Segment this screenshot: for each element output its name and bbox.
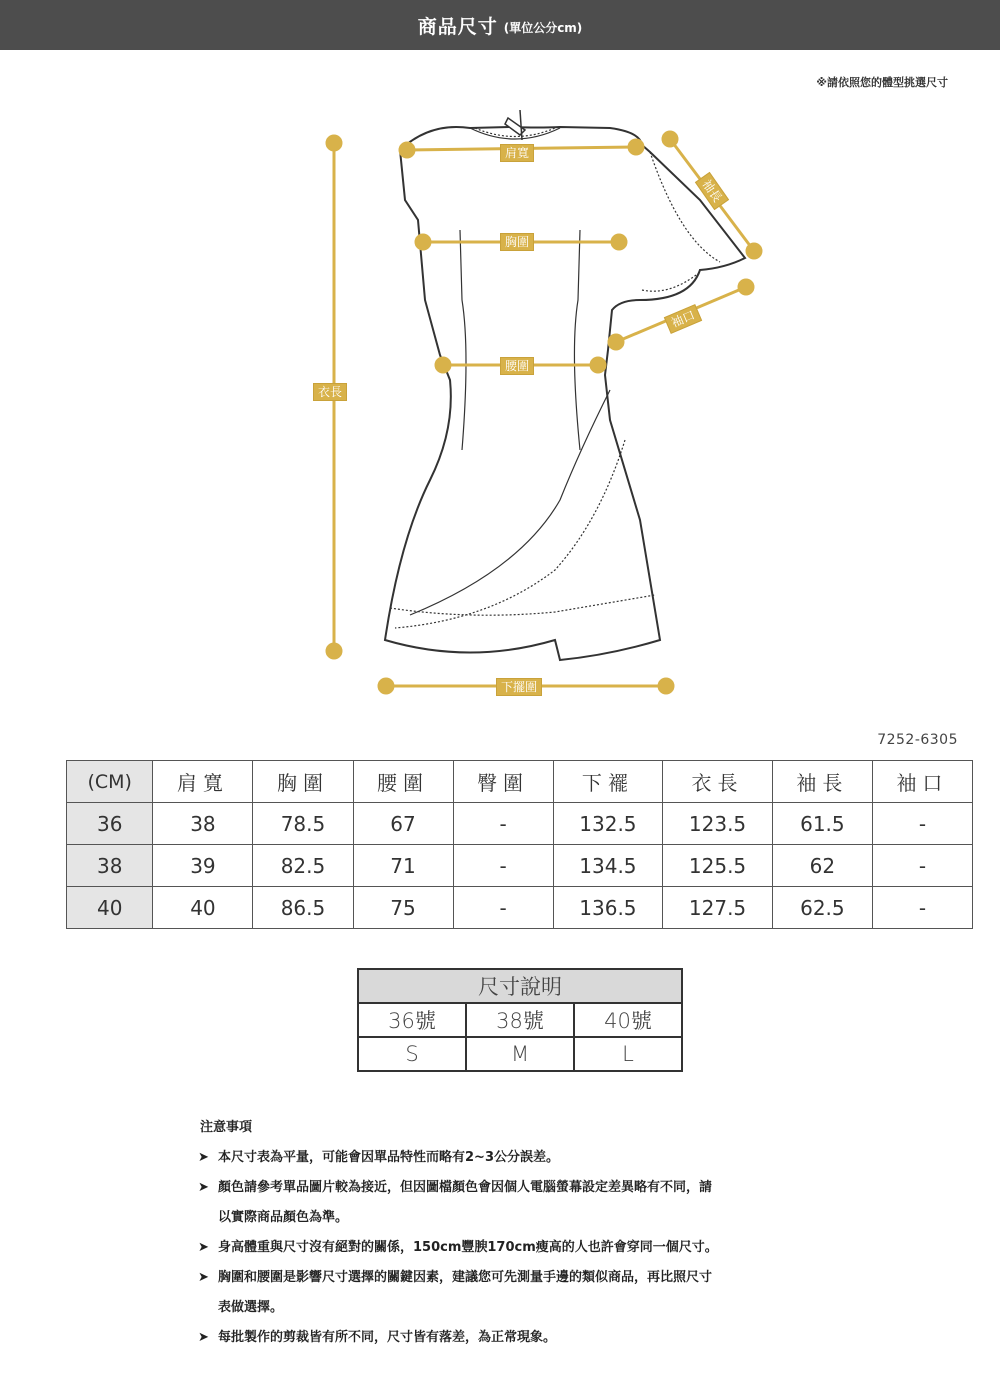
table-row xyxy=(358,1037,682,1071)
size-cell: 40 xyxy=(67,887,153,929)
size-letter: L xyxy=(574,1037,682,1071)
size-number: 40號 xyxy=(574,1003,682,1037)
fit-note: ※請依照您的體型挑選尺寸 xyxy=(816,76,948,89)
header-cell: 衣長 xyxy=(663,761,773,803)
value-cell: 78.5 xyxy=(253,803,353,845)
value-cell: 86.5 xyxy=(253,887,353,929)
value-cell: 62 xyxy=(772,845,872,887)
size-table xyxy=(66,760,973,929)
table-row xyxy=(67,803,973,845)
list-item xyxy=(200,1173,718,1233)
notes-title: 注意事項 xyxy=(200,1120,253,1135)
header-cell: 下襬 xyxy=(553,761,663,803)
size-map-table xyxy=(357,968,683,1072)
value-cell: - xyxy=(453,845,553,887)
list-item xyxy=(200,1323,718,1353)
value-cell: 39 xyxy=(153,845,253,887)
note-text: 顏色請參考單品圖片較為接近，但因圖檔顏色會因個人電腦螢幕設定差異略有不同，請 xyxy=(218,1180,713,1195)
header-cell: 腰圍 xyxy=(353,761,453,803)
note-text: 表做選擇。 xyxy=(218,1300,284,1315)
value-cell: - xyxy=(872,803,972,845)
label-chest: 胸圍 xyxy=(500,233,534,251)
product-code: 7252-6305 xyxy=(877,732,958,748)
value-cell: 123.5 xyxy=(663,803,773,845)
arrow-icon: ➤ xyxy=(198,1150,209,1165)
size-cell: 38 xyxy=(67,845,153,887)
header-cell: 袖長 xyxy=(772,761,872,803)
header-cell: (CM) xyxy=(67,761,153,803)
note-text: 以實際商品顏色為準。 xyxy=(218,1210,349,1225)
size-letter: M xyxy=(466,1037,574,1071)
table-row xyxy=(358,1003,682,1037)
value-cell: 127.5 xyxy=(663,887,773,929)
header-cell: 袖口 xyxy=(872,761,972,803)
size-cell: 36 xyxy=(67,803,153,845)
label-waist: 腰圍 xyxy=(500,357,534,375)
list-item xyxy=(200,1143,718,1173)
table-row xyxy=(67,887,973,929)
arrow-icon: ➤ xyxy=(198,1240,209,1255)
label-hem: 下擺圍 xyxy=(496,678,542,696)
value-cell: 62.5 xyxy=(772,887,872,929)
value-cell: 40 xyxy=(153,887,253,929)
label-shoulder: 肩寬 xyxy=(500,144,534,162)
value-cell: 71 xyxy=(353,845,453,887)
note-text: 胸圍和腰圍是影響尺寸選擇的關鍵因素，建議您可先測量手邊的類似商品，再比照尺寸 xyxy=(218,1270,713,1285)
header-unit: (單位公分cm) xyxy=(503,20,583,35)
header-cell: 臀圍 xyxy=(453,761,553,803)
value-cell: 61.5 xyxy=(772,803,872,845)
header-cell: 胸圍 xyxy=(253,761,353,803)
note-text: 本尺寸表為平量，可能會因單品特性而略有2~3公分誤差。 xyxy=(218,1150,559,1165)
value-cell: - xyxy=(453,887,553,929)
label-length: 衣長 xyxy=(313,383,347,401)
value-cell: 132.5 xyxy=(553,803,663,845)
header-title: 商品尺寸 xyxy=(417,15,498,38)
notes-section xyxy=(200,1116,718,1353)
list-item xyxy=(200,1263,718,1323)
header-cell: 肩寬 xyxy=(153,761,253,803)
arrow-icon: ➤ xyxy=(198,1270,209,1285)
size-map-caption: 尺寸說明 xyxy=(358,969,682,1003)
dress-body xyxy=(385,127,745,660)
size-letter: S xyxy=(358,1037,466,1071)
value-cell: 136.5 xyxy=(553,887,663,929)
table-row xyxy=(67,845,973,887)
size-table-header xyxy=(67,761,973,803)
note-text: 身高體重與尺寸沒有絕對的關係，150cm豐腴170cm瘦高的人也許會穿同一個尺寸。 xyxy=(218,1240,718,1255)
value-cell: 38 xyxy=(153,803,253,845)
value-cell: 67 xyxy=(353,803,453,845)
arrow-icon: ➤ xyxy=(198,1180,209,1195)
value-cell: - xyxy=(872,887,972,929)
label-sleeve-length: 袖長 xyxy=(695,172,729,210)
value-cell: 134.5 xyxy=(553,845,663,887)
value-cell: 82.5 xyxy=(253,845,353,887)
value-cell: - xyxy=(453,803,553,845)
arrow-icon: ➤ xyxy=(198,1330,209,1345)
note-text: 每批製作的剪裁皆有所不同，尺寸皆有落差，為正常現象。 xyxy=(218,1330,557,1345)
size-number: 36號 xyxy=(358,1003,466,1037)
value-cell: - xyxy=(872,845,972,887)
label-cuff: 袖口 xyxy=(664,304,702,334)
value-cell: 125.5 xyxy=(663,845,773,887)
list-item xyxy=(200,1233,718,1263)
size-number: 38號 xyxy=(466,1003,574,1037)
value-cell: 75 xyxy=(353,887,453,929)
